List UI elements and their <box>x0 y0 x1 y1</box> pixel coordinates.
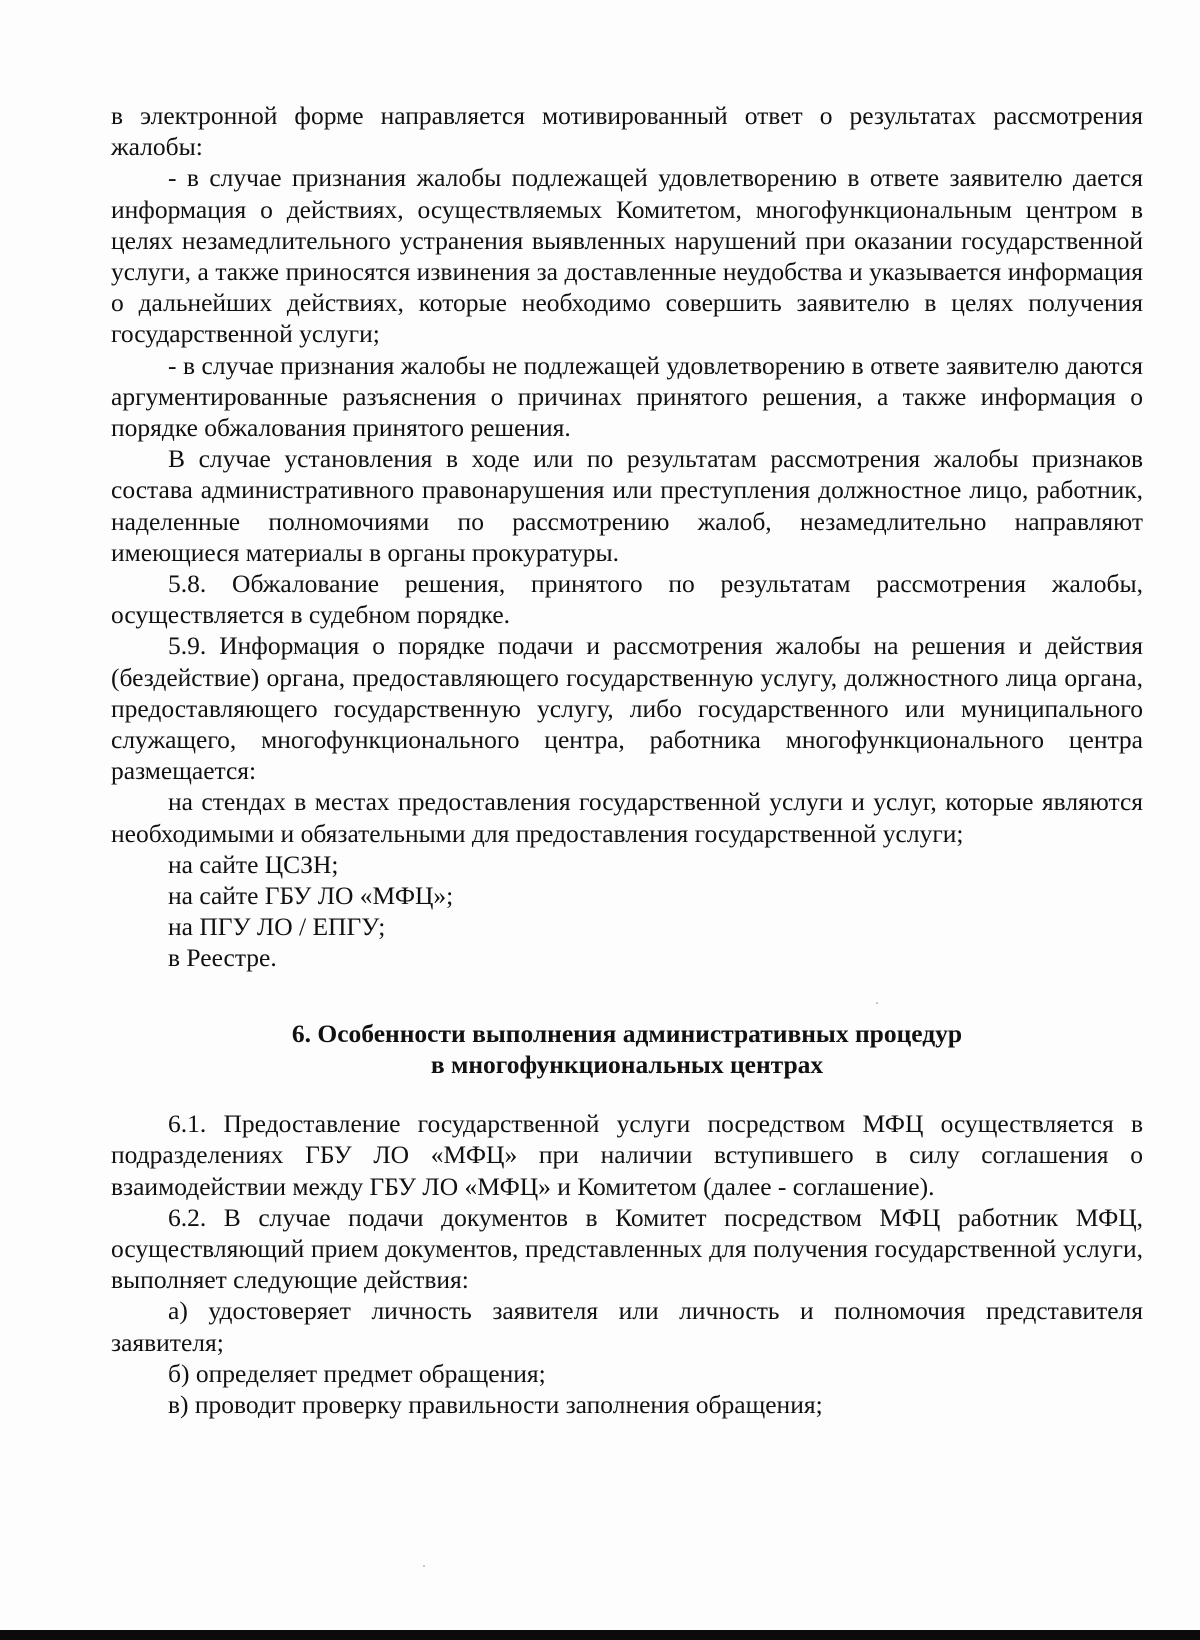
section-heading <box>111 1018 1143 1080</box>
paragraph-item-b: б) определяет предмет обращения; <box>168 1358 546 1388</box>
paragraph-response-form: в электронной форме направляется мотивированный ответ о результатах рассмотрения жалобы: <box>111 101 1143 162</box>
paragraph-offense-signs: В случае установления в ходе или по результатам рассмотрения жалобы признаков состава административного правонарушения или преступления должностное лицо, работник, наделенные полномочиями по рассмотрению жалоб, незамедлительно направляют имеющиеся материалы в органы прокуратуры. <box>111 444 1143 567</box>
paragraph-5-9: 5.9. Информация о порядке подачи и рассмотрения жалобы на решения и действия (бездействие) органа, предоставляющего государственную услугу, должностного лица органа, предоставляющего государственную услугу, либо государственного или муниципального служащего, многофункционального центра, работника многофункционального центра размещается: <box>111 631 1143 786</box>
section-heading-line1: 6. Особенности выполнения административных процедур <box>291 1018 963 1048</box>
paragraph-5-8: 5.8. Обжалование решения, принятого по результатам рассмотрения жалобы, осуществляется в судебном порядке. <box>111 569 1143 630</box>
document-body <box>111 100 1143 1420</box>
scan-speck <box>423 1565 425 1567</box>
list-item-mfc-site: на сайте ГБУ ЛО «МФЦ»; <box>168 881 454 911</box>
list-item-registry: в Реестре. <box>168 943 277 973</box>
list-item-cszn-site: на сайте ЦСЗН; <box>168 849 339 879</box>
scan-speck <box>876 1002 878 1004</box>
paragraph-stands: на стендах в местах предоставления государственной услуги и услуг, которые являются необходимыми и обязательными для предоставления государственной услуги; <box>111 787 1143 848</box>
paragraph-complaint-satisfied: - в случае признания жалобы подлежащей удовлетворению в ответе заявителю дается информация о действиях, осуществляемых Комитетом, многофункциональным центром в целях незамедлительного устранения выявленных нарушений при оказании государственной услуги, а также приносятся извинения за доставленные неудобства и указывается информация о дальнейших действиях, которые необходимо совершить заявителю в целях получения государственной услуги; <box>111 163 1143 349</box>
scan-bottom-edge <box>0 1630 1200 1640</box>
paragraph-6-1: 6.1. Предоставление государственной услуги посредством МФЦ осуществляется в подразделениях ГБУ ЛО «МФЦ» при наличии вступившего в силу соглашения о взаимодействии между ГБУ ЛО «МФЦ» и Комитетом (далее - соглашение). <box>111 1109 1143 1201</box>
list-item-pgu-epgu: на ПГУ ЛО / ЕПГУ; <box>168 912 386 942</box>
paragraph-item-a: а) удостоверяет личность заявителя или личность и полномочия представителя заявителя; <box>111 1296 1143 1357</box>
paragraph-6-2: 6.2. В случае подачи документов в Комитет посредством МФЦ работник МФЦ, осуществляющий прием документов, представленных для получения государственной услуги, выполняет следующие действия: <box>111 1202 1143 1295</box>
section-heading-line2: в многофункциональных центрах <box>430 1049 824 1079</box>
paragraph-complaint-rejected: - в случае признания жалобы не подлежащей удовлетворению в ответе заявителю даются аргументированные разъяснения о причинах принятого решения, а также информация о порядке обжалования принятого решения. <box>111 350 1143 443</box>
paragraph-item-c: в) проводит проверку правильности заполнения обращения; <box>168 1389 823 1419</box>
